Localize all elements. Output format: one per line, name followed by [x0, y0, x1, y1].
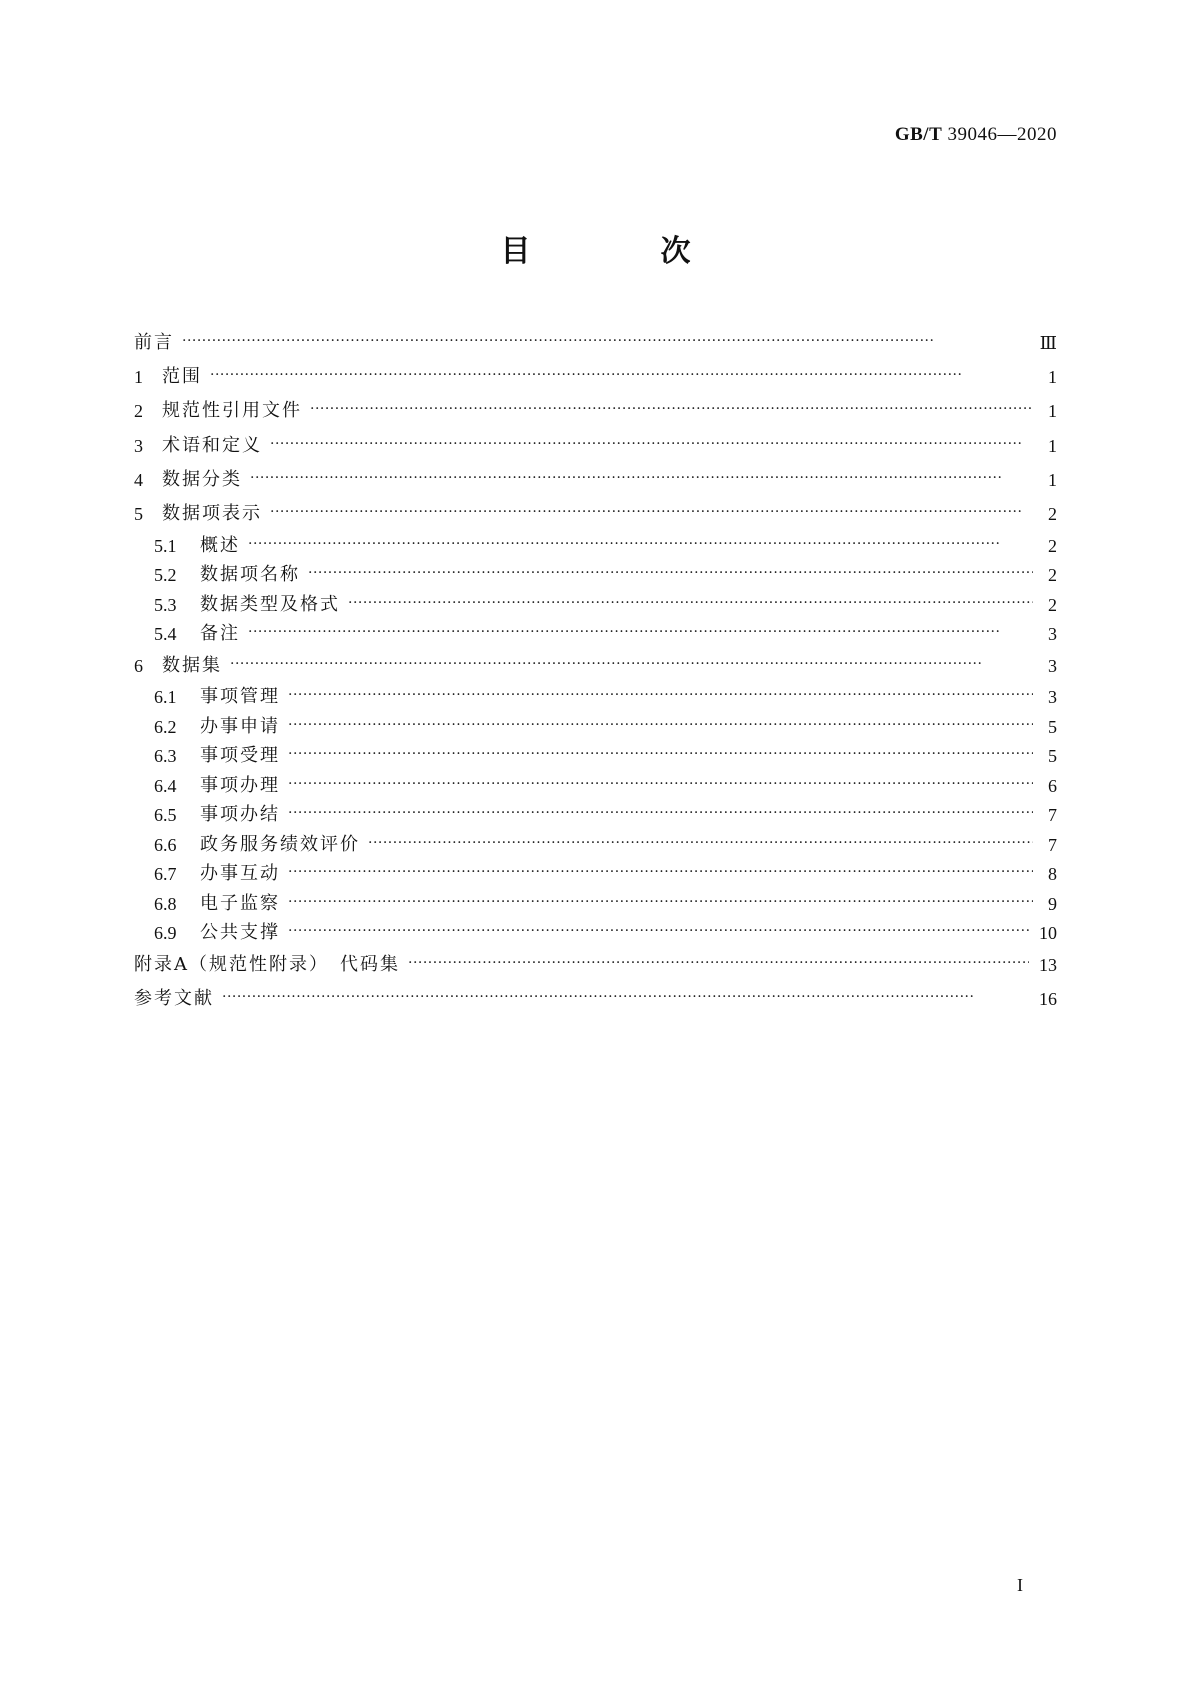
- toc-entry[interactable]: [134, 617, 1057, 645]
- toc-entry-page: 9: [1048, 893, 1057, 914]
- toc-entry-number: 6.5: [154, 805, 177, 825]
- toc-entry-page: 3: [1048, 655, 1057, 676]
- toc-entry-page: 3: [1048, 687, 1057, 707]
- toc-entry-label: 数据项名称: [200, 564, 300, 585]
- toc-entry-label: 范围: [162, 366, 202, 388]
- toc-leader-dots: [310, 398, 1033, 420]
- toc-entry[interactable]: [134, 429, 1057, 457]
- toc-entry[interactable]: [134, 798, 1057, 826]
- toc-leader-dots: [222, 986, 1029, 1008]
- toc-entry-page: 13: [1039, 954, 1057, 975]
- toc-entry-number: 6.9: [154, 923, 177, 943]
- toc-entry[interactable]: [134, 680, 1057, 708]
- toc-entry-page: 3: [1048, 624, 1057, 644]
- toc-entry-label: 概述: [200, 534, 240, 556]
- toc-entry[interactable]: [134, 588, 1057, 616]
- toc-leader-dots: [288, 861, 1033, 883]
- toc-entry-page: 2: [1048, 565, 1057, 585]
- toc-entry-number: 5.2: [154, 565, 177, 585]
- toc-entry-number: 6.7: [154, 864, 177, 884]
- toc-entry-page: 5: [1048, 716, 1057, 737]
- toc-entry-label: 办事互动: [200, 863, 280, 884]
- toc-entry-label: 事项办理: [200, 774, 280, 796]
- toc-entry-page: 2: [1048, 535, 1057, 556]
- toc-leader-dots: [288, 714, 1033, 736]
- toc-leader-dots: [288, 684, 1033, 706]
- toc-entry-label: 数据项表示: [162, 503, 262, 524]
- toc-entry-page: 7: [1048, 805, 1057, 825]
- toc-entry-number: 5.4: [154, 624, 177, 644]
- toc-entry-label: 术语和定义: [162, 434, 262, 456]
- toc-entry[interactable]: [134, 360, 1057, 388]
- toc-leader-dots: [230, 653, 1033, 675]
- toc-entry-number: 6.2: [154, 716, 177, 737]
- toc-entry-label: 公共支撑: [200, 922, 280, 943]
- toc-entry-label: 电子监察: [200, 892, 280, 914]
- toc-entry[interactable]: [134, 916, 1057, 944]
- toc-entry-page: 1: [1048, 469, 1057, 490]
- toc-entry[interactable]: [134, 649, 1057, 677]
- toc-entry-page: 16: [1039, 988, 1057, 1009]
- toc-leader-dots: [182, 330, 1030, 352]
- toc-entry[interactable]: [134, 769, 1057, 797]
- toc-entry-page: 1: [1048, 367, 1057, 388]
- toc-leader-dots: [288, 920, 1029, 942]
- toc-entry[interactable]: [134, 326, 1057, 354]
- toc-entry[interactable]: [134, 739, 1057, 767]
- toc-entry-number: 5.1: [154, 535, 177, 556]
- toc-entry-page: 1: [1048, 401, 1057, 422]
- toc-entry-label: 规范性引用文件: [162, 400, 302, 422]
- toc-entry-number: 6.1: [154, 687, 177, 707]
- toc-entry[interactable]: [134, 828, 1057, 856]
- toc-entry-label: 数据集: [162, 654, 222, 676]
- toc-leader-dots: [270, 501, 1033, 523]
- standard-code-prefix: GB/T: [894, 124, 943, 145]
- toc-leader-dots: [210, 364, 1033, 386]
- toc-entry-number: 6.6: [154, 834, 177, 855]
- toc-entry-page: 10: [1039, 923, 1057, 943]
- toc-entry[interactable]: [134, 857, 1057, 885]
- toc-entry-label: 数据分类: [162, 468, 242, 490]
- toc-entry-number: 2: [134, 401, 143, 422]
- toc-entry[interactable]: [134, 887, 1057, 915]
- toc-entry-number: 5: [134, 504, 143, 524]
- standard-code-number: 39046—2020: [947, 124, 1057, 145]
- toc-entry-number: 6.8: [154, 893, 177, 914]
- toc-entry[interactable]: [134, 558, 1057, 586]
- toc-entry-page: Ⅲ: [1039, 333, 1057, 353]
- toc-entry-number: 6.4: [154, 775, 177, 796]
- page-number: I: [1017, 1575, 1023, 1595]
- toc-leader-dots: [248, 621, 1033, 643]
- toc-leader-dots: [248, 533, 1033, 555]
- toc-leader-dots: [308, 562, 1033, 584]
- toc-leader-dots: [250, 467, 1033, 489]
- toc-entry-page: 2: [1048, 504, 1057, 524]
- toc-entry-number: 5.3: [154, 594, 177, 615]
- toc-leader-dots: [408, 952, 1029, 974]
- toc-entry-label: 事项管理: [200, 686, 280, 707]
- toc-leader-dots: [368, 832, 1033, 854]
- toc-entry-page: 6: [1048, 775, 1057, 796]
- toc-entry-label: 数据类型及格式: [200, 593, 340, 615]
- toc-entry-page: 2: [1048, 594, 1057, 615]
- standard-code: [895, 124, 1057, 146]
- toc-entry-page: 5: [1048, 746, 1057, 766]
- toc-entry[interactable]: [134, 710, 1057, 738]
- toc-entry[interactable]: [134, 982, 1057, 1010]
- toc-leader-dots: [270, 433, 1033, 455]
- toc-entry-label: 备注: [200, 623, 240, 644]
- toc-entry[interactable]: [134, 529, 1057, 557]
- toc-entry[interactable]: [134, 497, 1057, 525]
- toc-entry-number: 3: [134, 435, 143, 456]
- toc-entry-label: 办事申请: [200, 715, 280, 737]
- toc-entry-page: 8: [1048, 864, 1057, 884]
- toc-entry-number: 4: [134, 469, 143, 490]
- toc-entry-number: 6: [134, 655, 143, 676]
- toc-entry-label: 事项办结: [200, 804, 280, 825]
- toc-entry-label: 前言: [134, 332, 174, 353]
- toc-leader-dots: [288, 802, 1033, 824]
- toc-entry-label: 事项受理: [200, 745, 280, 766]
- toc-entry-page: 7: [1048, 834, 1057, 855]
- page-title: 目 次: [500, 234, 741, 269]
- toc-leader-dots: [288, 891, 1033, 913]
- toc-leader-dots: [288, 743, 1033, 765]
- toc-entry-label: 政务服务绩效评价: [200, 833, 360, 855]
- toc-entry-number: 1: [134, 367, 143, 388]
- toc-entry[interactable]: [134, 463, 1057, 491]
- toc-entry[interactable]: [134, 394, 1057, 422]
- toc-entry[interactable]: [134, 948, 1057, 976]
- toc-entry-label: 参考文献: [134, 987, 214, 1009]
- toc-entry-number: 6.3: [154, 746, 177, 766]
- toc-leader-dots: [288, 773, 1033, 795]
- toc-leader-dots: [348, 592, 1033, 614]
- toc-entry-label: 附录A（规范性附录） 代码集: [134, 953, 400, 975]
- toc-entry-page: 1: [1048, 435, 1057, 456]
